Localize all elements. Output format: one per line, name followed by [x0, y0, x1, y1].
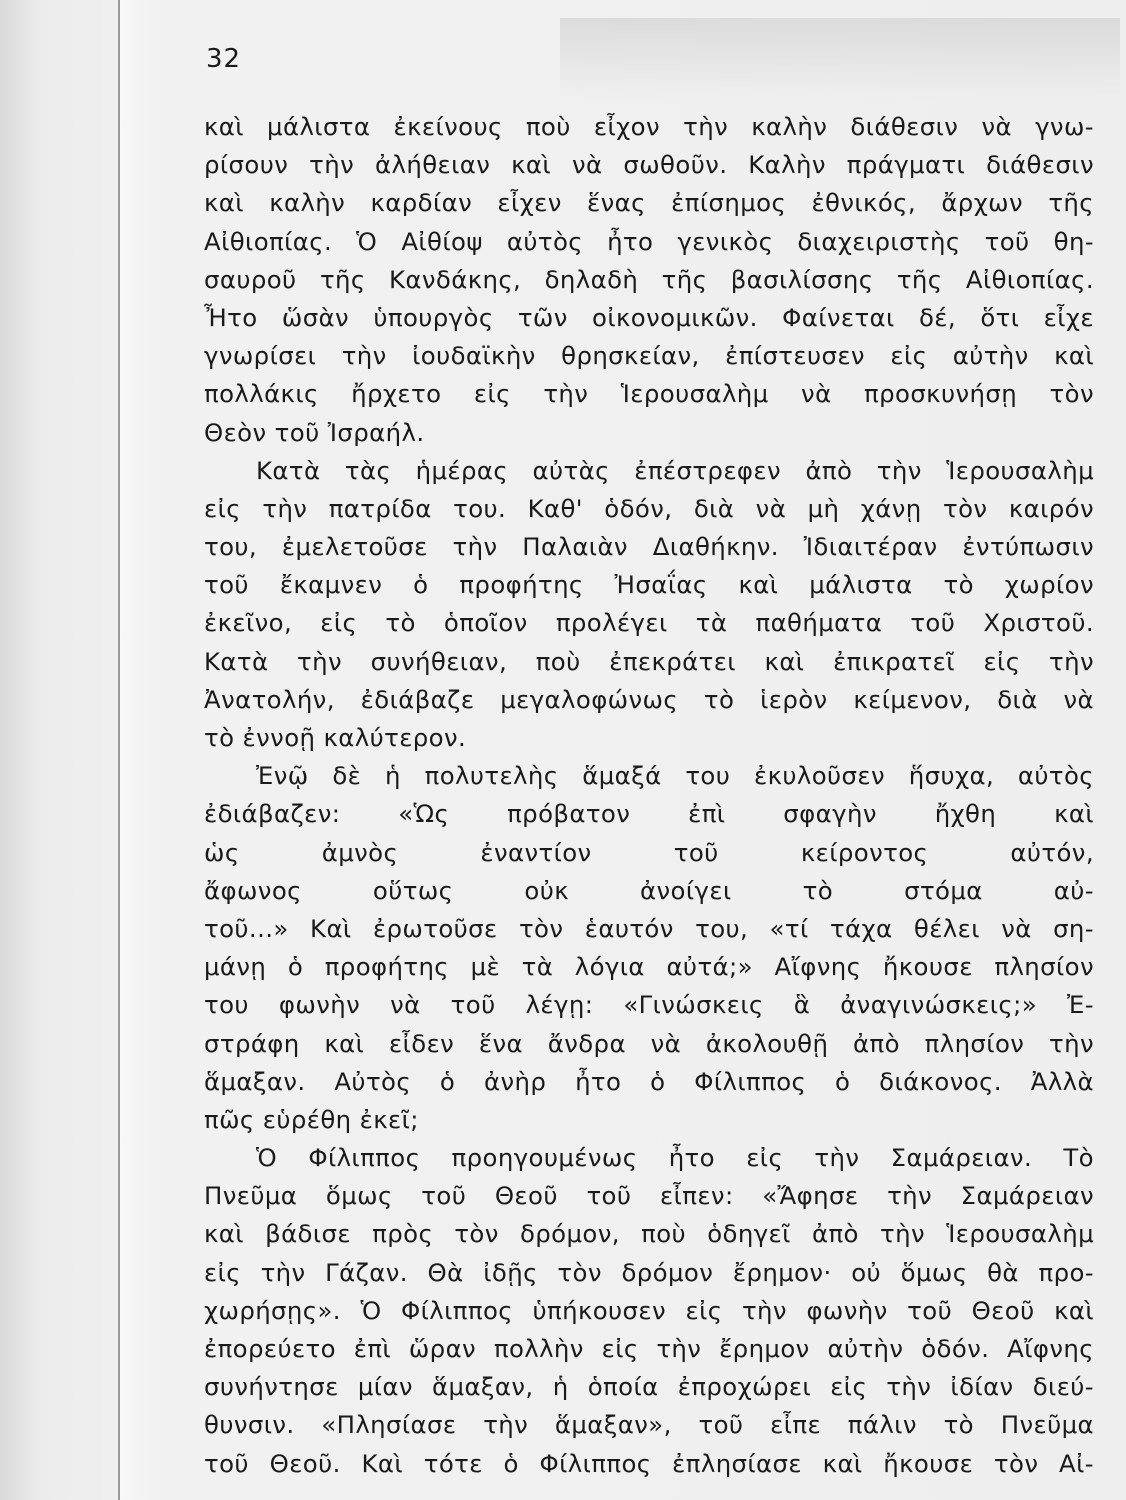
text-line: του, ἐμελετοῦσε τὴν Παλαιὰν Διαθήκην. Ἰδιαιτέραν ἐντύπωσιν	[204, 532, 1094, 562]
page-number: 32	[206, 44, 242, 74]
text-line: Ἦτο ὥσὰν ὑπουργὸς τῶν οἰκονομικῶν. Φαίνεται δέ, ὅτι εἶχε	[204, 302, 1094, 332]
text-line: καὶ βάδισε πρὸς τὸν δρόμον, ποὺ ὁδηγεῖ ἀπὸ τὴν Ἱερουσαλὴμ	[204, 1219, 1094, 1249]
text-line: πῶς εὑρέθη ἐκεῖ;	[204, 1104, 419, 1134]
text-line: ὡς ἀμνὸς ἐναντίον τοῦ κείροντος αὐτόν,	[204, 837, 1094, 867]
text-line: θυνσιν. «Πλησίασε τὴν ἅμαξαν», τοῦ εἶπε πάλιν τὸ Πνεῦμα	[204, 1410, 1094, 1440]
text-line: σαυροῦ τῆς Κανδάκης, δηλαδὴ τῆς βασιλίσσης τῆς Αἰθιοπίας.	[204, 264, 1094, 294]
text-line: Κατὰ τὰς ἡμέρας αὐτὰς ἐπέστρεφεν ἀπὸ τὴν Ἱερουσαλὴμ	[256, 455, 1094, 485]
text-line: μάνῃ ὁ προφήτης μὲ τὰ λόγια αὐτά;» Αἴφνης ἤκουσε πλησίον	[204, 952, 1094, 982]
body-text	[204, 108, 1094, 1483]
text-line: εἰς τὴν πατρίδα του. Καθ' ὁδόν, διὰ νὰ μὴ χάνῃ τὸν καιρόν	[204, 493, 1094, 523]
text-line: Θεὸν τοῦ Ἰσραήλ.	[204, 417, 425, 447]
text-line: πολλάκις ἤρχετο εἰς τὴν Ἱερουσαλὴμ νὰ προσκυνήσῃ τὸν	[204, 379, 1094, 409]
text-line: Ὁ Φίλιππος προηγουμένως ἦτο εἰς τὴν Σαμάρειαν. Τὸ	[256, 1143, 1094, 1173]
text-line: ρίσουν τὴν ἀλήθειαν καὶ νὰ σωθοῦν. Καλὴν πράγματι διάθεσιν	[204, 150, 1094, 180]
text-line: ἐκεῖνο, εἰς τὸ ὁποῖον προλέγει τὰ παθήματα τοῦ Χριστοῦ.	[204, 608, 1094, 638]
text-line: ἅμαξαν. Αὐτὸς ὁ ἀνὴρ ἦτο ὁ Φίλιππος ὁ διάκονος. Ἀλλὰ	[204, 1066, 1094, 1096]
text-line: ἄφωνος οὕτως οὐκ ἀνοίγει τὸ στόμα αὐ-	[204, 875, 1094, 905]
text-line: τὸ ἐννοῇ καλύτερον.	[204, 723, 467, 752]
text-line: ἐπορεύετο ἐπὶ ὥραν πολλὴν εἰς τὴν ἔρημον αὐτὴν ὁδόν. Αἴφνης	[204, 1334, 1094, 1363]
text-line: συνήντησε μίαν ἅμαξαν, ἡ ὁποία ἐπροχώρει εἰς τὴν ἰδίαν διεύ-	[204, 1372, 1094, 1402]
text-line: τοῦ ἔκαμνεν ὁ προφήτης Ἠσαΐας καὶ μάλιστα τὸ χωρίον	[204, 570, 1094, 600]
text-line: ἐδιάβαζεν: «Ὡς πρόβατον ἐπὶ σφαγὴν ἤχθη καὶ	[204, 799, 1094, 829]
text-line: Αἰθιοπίας. Ὁ Αἰθίοψ αὐτὸς ἦτο γενικὸς διαχειριστὴς τοῦ θη-	[204, 226, 1094, 256]
text-line: καὶ καλὴν καρδίαν εἶχεν ἕνας ἐπίσημος ἐθνικός, ἄρχων τῆς	[204, 188, 1094, 218]
text-line: τοῦ...» Καὶ ἐρωτοῦσε τὸν ἑαυτόν του, «τί τάχα θέλει νὰ ση-	[204, 913, 1094, 943]
bleed-through-shadow	[560, 18, 1120, 98]
text-line: γνωρίσει τὴν ἰουδαϊκὴν θρησκείαν, ἐπίστευσεν εἰς αὐτὴν καὶ	[204, 341, 1094, 371]
text-line: στράφη καὶ εἶδεν ἕνα ἄνδρα νὰ ἀκολουθῇ ἀπὸ πλησίον τὴν	[204, 1028, 1094, 1058]
text-line: Ἐνῷ δὲ ἡ πολυτελὴς ἅμαξά του ἐκυλοῦσεν ἥσυχα, αὐτὸς	[256, 761, 1094, 791]
text-line: Ἀνατολήν, ἐδιάβαζε μεγαλοφώνως τὸ ἱερὸν κείμενον, διὰ νὰ	[204, 684, 1094, 714]
text-line: τοῦ Θεοῦ. Καὶ τότε ὁ Φίλιππος ἐπλησίασε καὶ ἤκουσε τὸν Αἰ-	[204, 1448, 1094, 1478]
text-line: χωρήσῃς». Ὁ Φίλιππος ὑπήκουσεν εἰς τὴν φωνὴν τοῦ Θεοῦ καὶ	[204, 1295, 1094, 1325]
text-line: Κατὰ τὴν συνήθειαν, ποὺ ἐπεκράτει καὶ ἐπικρατεῖ εἰς τὴν	[204, 646, 1094, 676]
paper-fold	[118, 0, 160, 1500]
text-line: εἰς τὴν Γάζαν. Θὰ ἰδῇς τὸν δρόμον ἔρημον· οὐ ὅμως θὰ προ-	[204, 1257, 1094, 1287]
text-line: του φωνὴν νὰ τοῦ λέγῃ: «Γινώσκεις ἃ ἀναγινώσκεις;» Ἐ-	[204, 990, 1094, 1020]
text-line: καὶ μάλιστα ἐκείνους ποὺ εἶχον τὴν καλὴν διάθεσιν νὰ γνω-	[204, 112, 1094, 141]
text-line: Πνεῦμα ὅμως τοῦ Θεοῦ τοῦ εἶπεν: «Ἄφησε τὴν Σαμάρειαν	[204, 1181, 1094, 1211]
